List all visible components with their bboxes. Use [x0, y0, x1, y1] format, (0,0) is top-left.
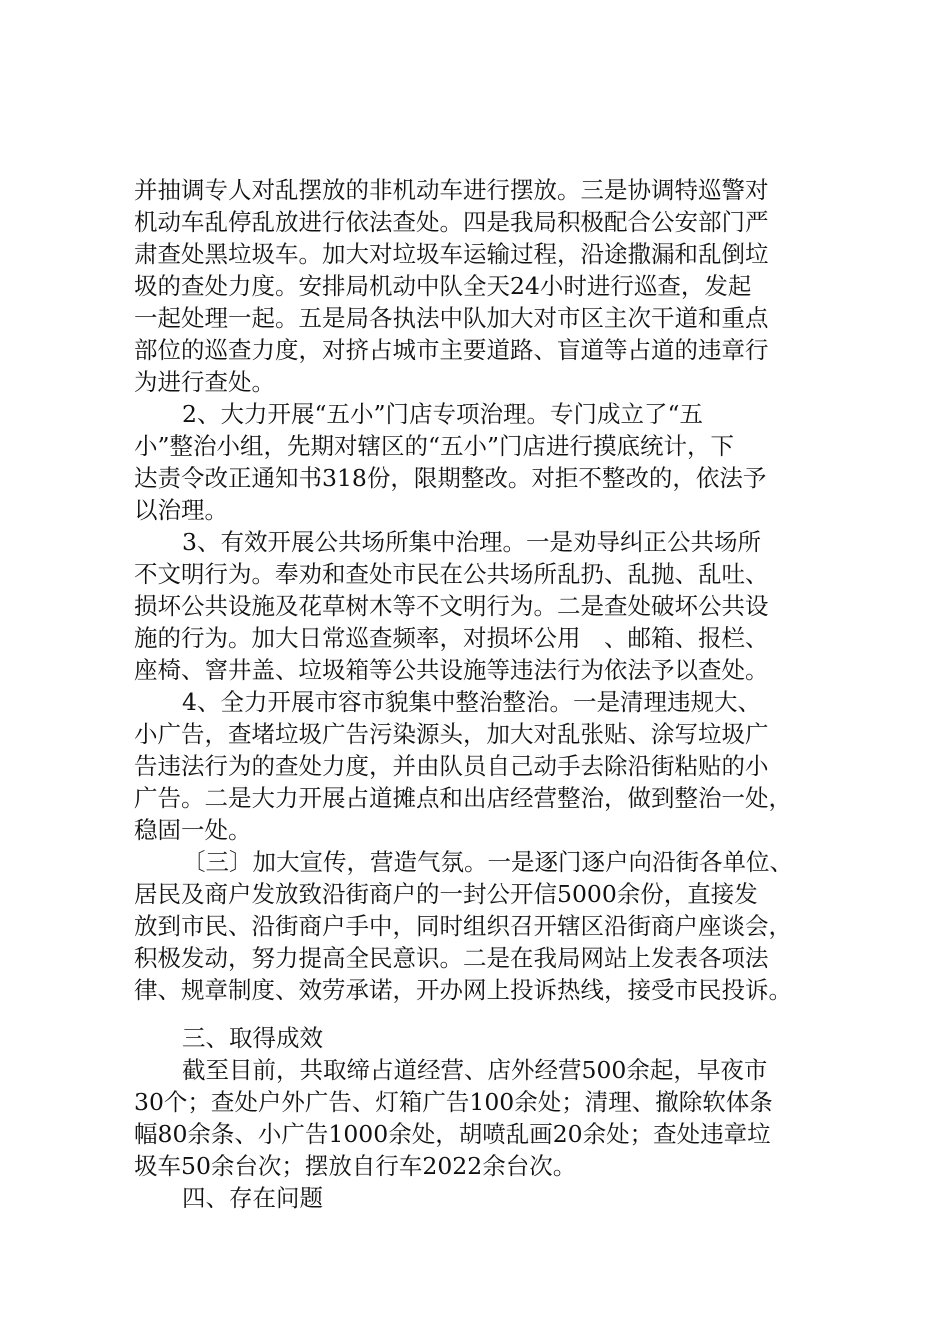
- text-line: 30个；查处户外广告、灯箱广告100余处；清理、撤除软体条: [134, 1088, 773, 1116]
- text-line: 以治理。: [134, 496, 228, 524]
- text-line: 4、全力开展市容市貌集中整治整治。一是清理违规大、: [182, 688, 761, 716]
- text-line: 肃查处黑垃圾车。加大对垃圾车运输过程，沿途撒漏和乱倒垃: [134, 240, 769, 268]
- text-line: 幅80余条、小广告1000余处，胡喷乱画20余处；查处违章垃: [134, 1120, 771, 1148]
- text-line: 圾车50余台次；摆放自行车2022余台次。: [134, 1152, 577, 1180]
- text-line: 圾的查处力度。安排局机动中队全天24小时进行巡查，发起: [134, 272, 752, 300]
- text-line: 3、有效开展公共场所集中治理。一是劝导纠正公共场所: [182, 528, 761, 556]
- text-line: 积极发动，努力提高全民意识。二是在我局网站上发表各项法: [134, 944, 769, 972]
- text-line: 告违法行为的查处力度，并由队员自己动手去除沿街粘贴的小: [134, 752, 769, 780]
- section-heading: 四、存在问题: [182, 1184, 323, 1212]
- text-line: 损坏公共设施及花草树木等不文明行为。二是查处破坏公共设: [134, 592, 769, 620]
- text-line: 座椅、窨井盖、垃圾箱等公共设施等违法行为依法予以查处。: [134, 656, 769, 684]
- text-line: 放到市民、沿街商户手中，同时组织召开辖区沿街商户座谈会，: [134, 912, 792, 940]
- text-line: 稳固一处。: [134, 816, 252, 844]
- text-line: 部位的巡查力度，对挤占城市主要道路、盲道等占道的违章行: [134, 336, 769, 364]
- text-line: 施的行为。加大日常巡查频率，对损坏公用 、邮箱、报栏、: [134, 624, 769, 652]
- text-line: 小广告，查堵垃圾广告污染源头，加大对乱张贴、涂写垃圾广: [134, 720, 769, 748]
- section-heading: 三、取得成效: [182, 1024, 323, 1052]
- text-line: 并抽调专人对乱摆放的非机动车进行摆放。三是协调特巡警对: [134, 176, 769, 204]
- text-line: 广告。二是大力开展占道摊点和出店经营整治，做到整治一处，: [134, 784, 792, 812]
- text-line: 为进行查处。: [134, 368, 275, 396]
- text-line: 〔三〕加大宣传，营造气氛。一是逐门逐户向沿街各单位、: [182, 848, 793, 876]
- text-line: 小”整治小组，先期对辖区的“五小”门店进行摸底统计，下: [134, 432, 735, 460]
- text-line: 截至目前，共取缔占道经营、店外经营500余起，早夜市: [182, 1056, 768, 1084]
- text-line: 居民及商户发放致沿街商户的一封公开信5000余份，直接发: [134, 880, 758, 908]
- text-line: 机动车乱停乱放进行依法查处。四是我局积极配合公安部门严: [134, 208, 769, 236]
- text-line: 2、大力开展“五小”门店专项治理。专门成立了“五: [182, 400, 703, 428]
- text-line: 一起处理一起。五是局各执法中队加大对市区主次干道和重点: [134, 304, 769, 332]
- text-line: 不文明行为。奉劝和查处市民在公共场所乱扔、乱抛、乱吐、: [134, 560, 769, 588]
- text-line: 律、规章制度、效劳承诺，开办网上投诉热线，接受市民投诉。: [134, 976, 792, 1004]
- text-line: 达责令改正通知书318份，限期整改。对拒不整改的，依法予: [134, 464, 767, 492]
